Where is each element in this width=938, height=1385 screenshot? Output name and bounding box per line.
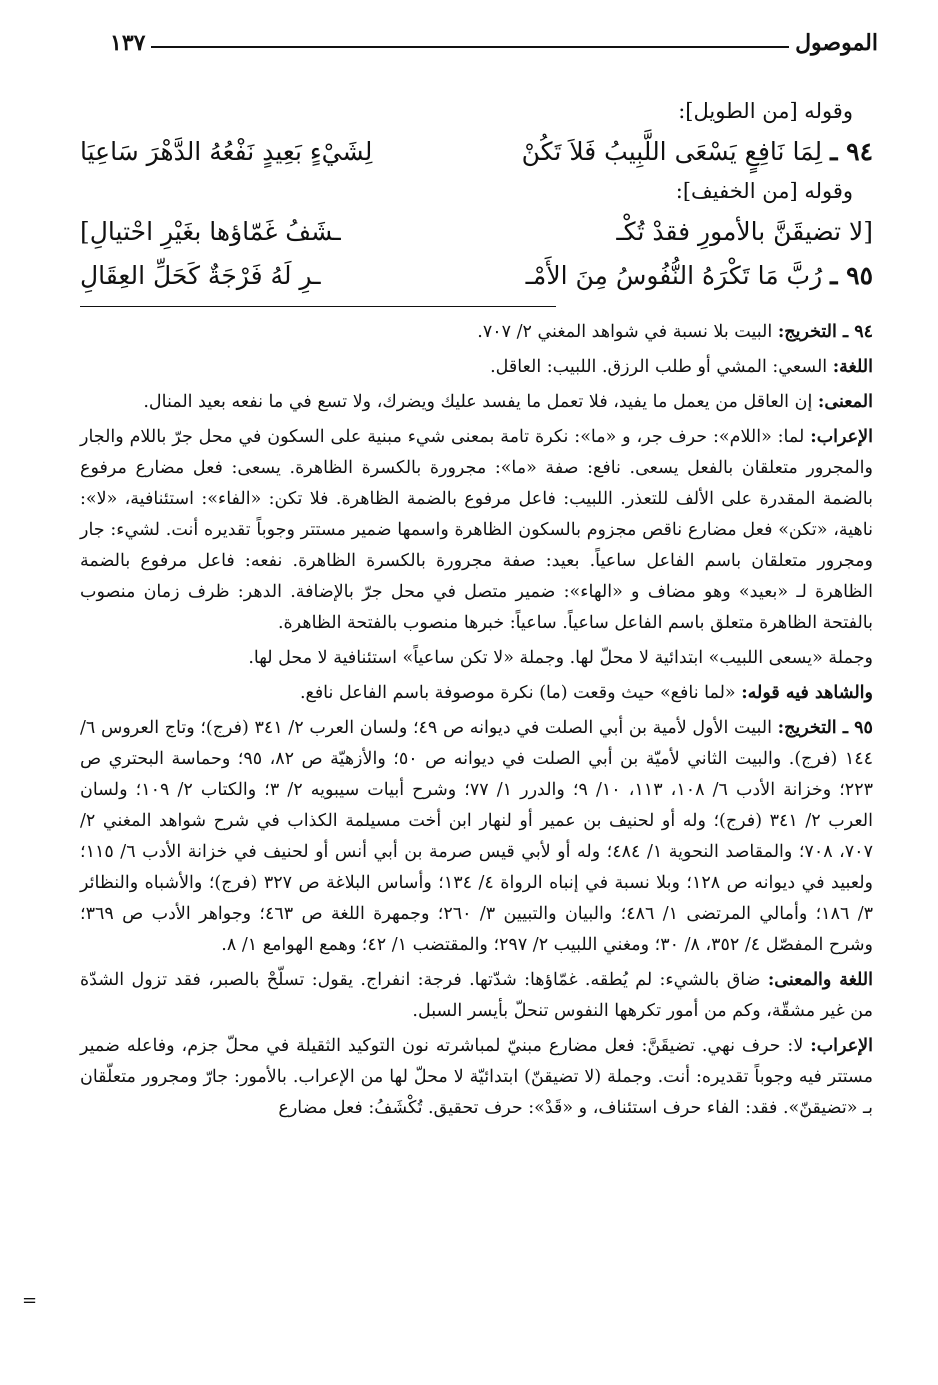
- verse-94-second-hemistich: لِشَيْءٍ بَعِيدٍ نَفْعُهُ الدَّهْرَ سَاعِيَا: [80, 137, 373, 166]
- verse-95-line-1: [80, 212, 873, 252]
- note-label: والشاهد فيه قوله:: [741, 683, 873, 703]
- verse-95b-second-hemistich: ـرِ لَهُ فَرْجَةٌ كَحَلِّ العِقَالِ: [80, 261, 321, 290]
- note-94-irab: [80, 422, 873, 639]
- note-text: البيت الأول لأمية بن أبي الصلت في ديوانه ص ٤٩؛ ولسان العرب ٢/ ٣٤١ (فرج)؛ وتاج العروس ٦/ ١٤٤ (فرج). والبيت الثاني لأميّة بن أبي الصلت في ديوانه ص ٥٠؛ والأزهيّة ص ٨٢، ٩٥؛ وحماسة البحتري ص ٢٢٣؛ وخزانة الأدب ٦/ ١٠٨، ١١٣، ١٠/ ٩؛ والدرر ١/ ٧٧؛ وشرح أبيات سيبويه ٢/ ٣؛ والكتاب ٢/ ١٠٩؛ ولسان العرب ٢/ ٣٤١ (فرج)؛ وله أو لحنيف بن عمير أو لنهار ابن أخت مسيلمة الكذاب في شرح شواهد المغني ٢/ ٧٠٧، ٧٠٨؛ والمقاصد النحوية ١/ ٤٨٤؛ وله أو لأبي قيس صرمة بن أبي أنس أو لحنيف في خزانة الأدب ٦/ ١١٥؛ ولعبيد في ديوانه ص ١٢٨؛ وبلا نسبة في إنباه الرواة ٤/ ١٣٤؛ وأساس البلاغة ص ٣٢٧ (فرج)؛ والأشباه والنظائر ٣/ ١٨٦؛ وأمالي المرتضى ١/ ٤٨٦؛ والبيان والتبيين ٣/ ٢٦٠؛ وجمهرة اللغة ص ٤٦٣؛ وجواهر الأدب ص ٣٦٩؛ وشرح المفصّل ٤/ ٣٥٢، ٨/ ٣٠؛ ومغني اللبيب ٢/ ٢٩٧؛ والمقتضب ١/ ٤٢؛ وهمع الهوامع ١/ ٨.: [80, 718, 874, 955]
- verse-94-first-hemistich: [522, 132, 873, 172]
- note-text: وجملة «يسعى اللبيب» ابتدائية لا محلّ لها. وجملة «لا تكن ساعياً» استئنافية لا محل لها.: [248, 648, 873, 668]
- note-94-shahid: [80, 678, 873, 709]
- verse-intro-2: وقوله [من الخفيف]:: [675, 179, 853, 203]
- note-94-takhrij: [80, 317, 873, 348]
- note-95-takhrij: [80, 713, 873, 961]
- verse-94-first-text: لِمَا نَافِعٍ يَسْعَى اللَّبِيبُ فَلاَ تَكُنْ: [521, 137, 823, 166]
- verse-intro-1: وقوله [من الطويل]:: [678, 99, 853, 123]
- note-text: لما: «اللام»: حرف جر، و «ما»: نكرة تامة بمعنى شيء مبنية على السكون في محل جرّ باللام والجار والمجرور متعلقان بالفعل يسعى. نافع: صفة «ما»: مجرورة بالكسرة الظاهرة. يسعى: فعل مضارع مرفوع بالضمة المقدرة على الألف للتعذر. اللبيب: فاعل مرفوع بالضمة الظاهرة. فلا تكن: «الفاء»: استئنافية، «لا»: ناهية، «تكن» فعل مضارع ناقص مجزوم بالسكون الظاهرة واسمها ضمير مستتر وجوباً تقديره أنت. لشيء: جار ومجرور متعلقان باسم الفاعل ساعياً. بعيد: صفة مجرورة بالكسرة الظاهرة. نفعه: فاعل مرفوع بالضمة الظاهرة لـ «بعيد» وهو مضاف و «الهاء»: ضمير متصل في محل جرّ بالإضافة. الدهر: ظرف زمان منصوب بالفتحة الظاهرة متعلق باسم الفاعل ساعياً. ساعياً: خبرها منصوب بالفتحة الظاهرة.: [80, 427, 873, 633]
- note-94-lugha: [80, 352, 873, 383]
- note-label: ٩٥ ـ التخريج:: [777, 718, 873, 738]
- note-label: اللغة:: [832, 357, 873, 377]
- note-text: ضاق بالشيء: لم يُطقه. غمّاؤها: شدّتها. فرجة: انفراج. يقول: تسلّحْ بالصبر، فقد تزول الشدّة من غير مشقّة، وكم من أمور تكرهها النفوس تنحلّ بأيسر السبل.: [80, 970, 873, 1021]
- page-content: [80, 96, 873, 1128]
- note-text: السعي: المشي أو طلب الرزق. اللبيب: العاقل.: [490, 357, 828, 377]
- note-text: إن العاقل من يعمل ما يفيد، فلا تعمل ما يفسد عليك ويضرك، ولا تسع في ما نفعه بعيد المنال.: [143, 392, 813, 412]
- verse-95b-first-hemistich: [526, 256, 873, 296]
- note-label: الإعراب:: [810, 427, 873, 447]
- note-95-irab: [80, 1031, 873, 1124]
- page-number: ١٣٧: [110, 30, 146, 56]
- note-label: المعنى:: [817, 392, 873, 412]
- page-header: [110, 28, 878, 58]
- note-94-jumla: [80, 643, 873, 674]
- note-label: اللغة والمعنى:: [767, 970, 873, 990]
- note-label: ٩٤ ـ التخريج:: [777, 322, 873, 342]
- note-text: «لما نافع» حيث وقعت (ما) نكرة موصوفة باسم الفاعل نافع.: [299, 683, 736, 703]
- note-label: الإعراب:: [810, 1036, 873, 1056]
- note-text: لا: حرف نهي. تضيقَنَّ: فعل مضارع مبنيّ لمباشرته نون التوكيد الثقيلة في محلّ جزم، وفاعله ضمير مستتر فيه وجوباً تقديره: أنت. وجملة (لا تضيقنّ) ابتدائيّة لا محلّ لها من الإعراب. بالأمور: جارّ ومجرور متعلّقان بـ «تضيقنّ». فقد: الفاء حرف استئناف، و «قَدْ»: حرف تحقيق. تُكْشَفُ: فعل مضارع: [80, 1036, 873, 1118]
- footnote-separator: [80, 306, 556, 307]
- verse-95a-second-hemistich: ـشَفُ غَمّاؤها بغَيْرِ احْتيالِ]: [80, 217, 341, 246]
- verse-95-line-2: [80, 256, 873, 296]
- verse-95b-first-text: رُبَّ مَا تَكْرَهُ النُّفُوسُ مِنَ الأَمْـ: [525, 261, 823, 290]
- verse-94-number: ٩٤ ـ: [830, 137, 873, 166]
- verse-94: [80, 132, 873, 172]
- running-title: الموصول: [795, 30, 878, 56]
- header-rule: [151, 46, 789, 48]
- continuation-mark: =: [22, 1290, 38, 1311]
- note-text: البيت بلا نسبة في شواهد المغني ٢/ ٧٠٧.: [477, 322, 773, 342]
- verse-95-number: ٩٥ ـ: [830, 261, 873, 290]
- note-94-mana: [80, 387, 873, 418]
- note-95-lugha: [80, 965, 873, 1027]
- verse-95a-first-hemistich: [لا تضيقَنَّ بالأمورِ فقدْ تُكْـ: [616, 217, 873, 246]
